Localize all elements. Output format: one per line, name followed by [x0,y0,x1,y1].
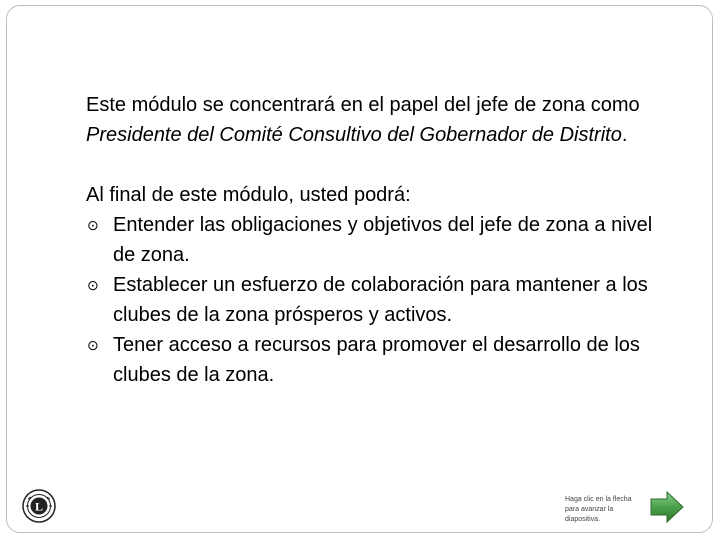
objective-item [86,330,666,390]
objective-item [86,270,666,330]
intro-text-start: Este módulo se concentrará en el papel del jefe de zona como [86,94,640,116]
intro-paragraph [86,90,666,150]
intro-role: Presidente del Comité Consultivo del Gobernador de Distrito [86,124,622,146]
intro-text-end: . [621,124,628,146]
lions-logo-icon [22,489,56,523]
bullet-icon: ⊙ [87,337,99,353]
slide-frame [6,5,713,533]
objectives-lead: Al final de este módulo, usted podrá: [86,184,411,206]
slide-content [86,90,666,390]
next-arrow-icon[interactable] [649,490,685,524]
objectives-list [86,210,666,390]
advance-hint: Haga clic en la flecha para avanzar la diapositiva. [565,496,632,523]
paragraph-gap [86,150,666,180]
objective-text: Establecer un esfuerzo de colaboración para mantener a los clubes de la zona prósperos y activos. [113,274,648,326]
objective-item [86,210,666,270]
objective-text: Entender las obligaciones y objetivos del jefe de zona a nivel de zona. [113,214,653,266]
svg-text:L: L [34,499,44,514]
bullet-icon: ⊙ [87,277,99,293]
bullet-icon: ⊙ [87,217,99,233]
objective-text: Tener acceso a recursos para promover el desarrollo de los clubes de la zona. [113,334,640,386]
